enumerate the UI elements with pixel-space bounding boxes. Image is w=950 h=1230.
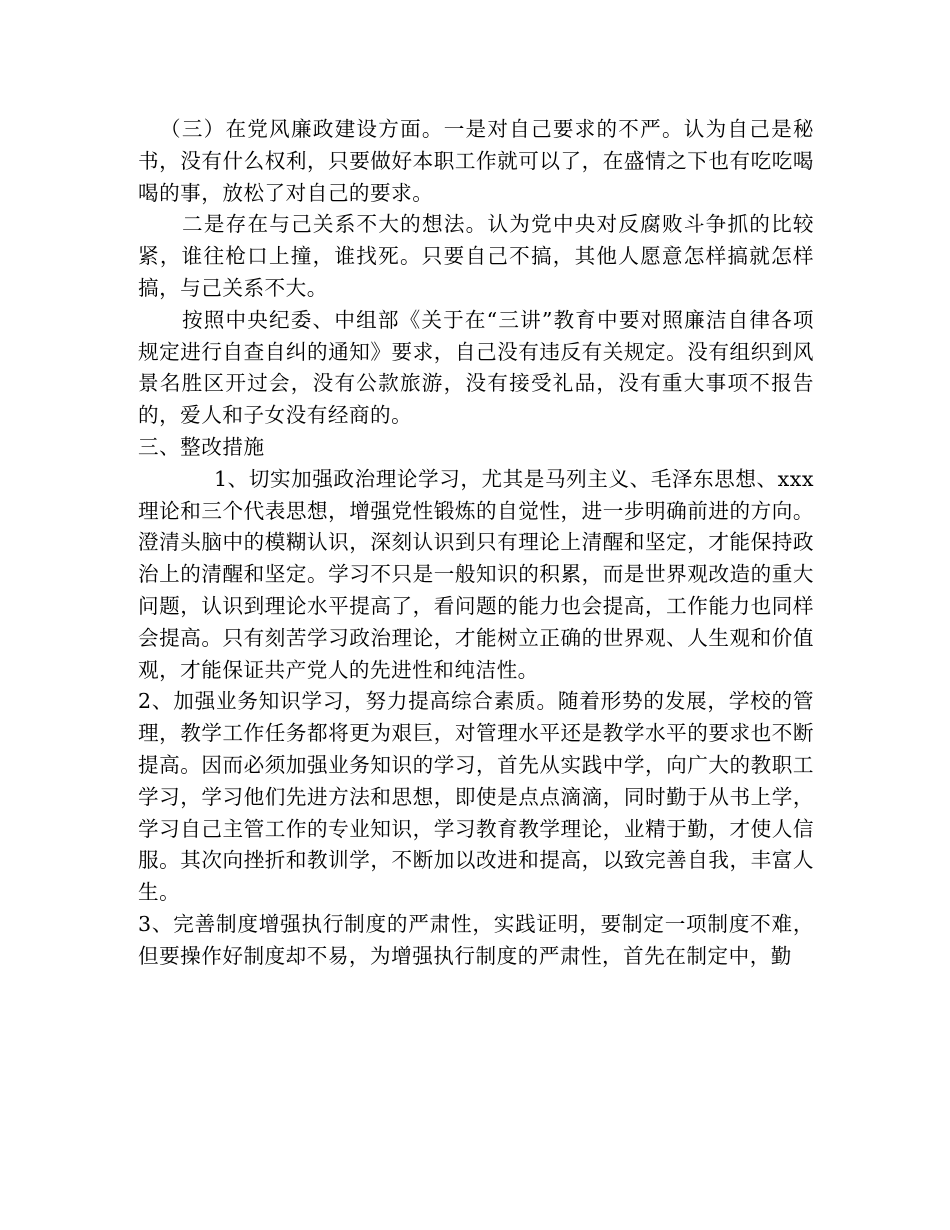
- section-heading-rectification: 三、整改措施: [138, 434, 265, 459]
- paragraph-measure-1: 1、切实加强政治理论学习，尤其是马列主义、毛泽东思想、xxx理论和三个代表思想，增强党性锻炼的自觉性，进一步明确前进的方向。澄清头脑中的模糊认识，深刻认识到只有理论上清醒和坚定，才能保持政治上的清醒和坚定。学习不只是一般知识的积累，而是世界观改造的重大问题，认识到理论水平提高了，看问题的能力也会提高，工作能力也同样会提高。只有刻苦学习政治理论，才能树立正确的世界观、人生观和价值观，才能保证共产党人的先进性和纯洁性。: [138, 466, 814, 682]
- paragraph-party-conduct: （三）在党风廉政建设方面。一是对自己要求的不严。认为自己是秘书，没有什么权利，只要做好本职工作就可以了，在盛情之下也有吃吃喝喝的事，放松了对自己的要求。: [138, 117, 814, 205]
- document-body: [138, 114, 814, 973]
- paragraph-measure-2: 2、加强业务知识学习，努力提高综合素质。随着形势的发展，学校的管理，教学工作任务都将更为艰巨，对管理水平还是教学水平的要求也不断提高。因而必须加强业务知识的学习，首先从实践中学，向广大的教职工学习，学习他们先进方法和思想，即使是点点滴滴，同时勤于从书上学，学习自己主管工作的专业知识，学习教育教学理论，业精于勤，才使人信服。其次向挫折和教训学，不断加以改进和提高，以致完善自我，丰富人生。: [138, 689, 814, 905]
- paragraph-self-inspection: 按照中央纪委、中组部《关于在“三讲”教育中要对照廉洁自律各项规定进行自查自纠的通知》要求，自己没有违反有关规定。没有组织到风景名胜区开过会，没有公款旅游，没有接受礼品，没有重大事项不报告的，爱人和子女没有经商的。: [138, 307, 814, 428]
- paragraph-second-issue: 二是存在与己关系不大的想法。认为党中央对反腐败斗争抓的比较紧，谁往枪口上撞，谁找死。只要自己不搞，其他人愿意怎样搞就怎样搞，与己关系不大。: [138, 212, 814, 300]
- paragraph-measure-3: 3、完善制度增强执行制度的严肃性，实践证明，要制定一项制度不难，但要操作好制度却不易，为增强执行制度的严肃性，首先在制定中，勤: [138, 911, 814, 968]
